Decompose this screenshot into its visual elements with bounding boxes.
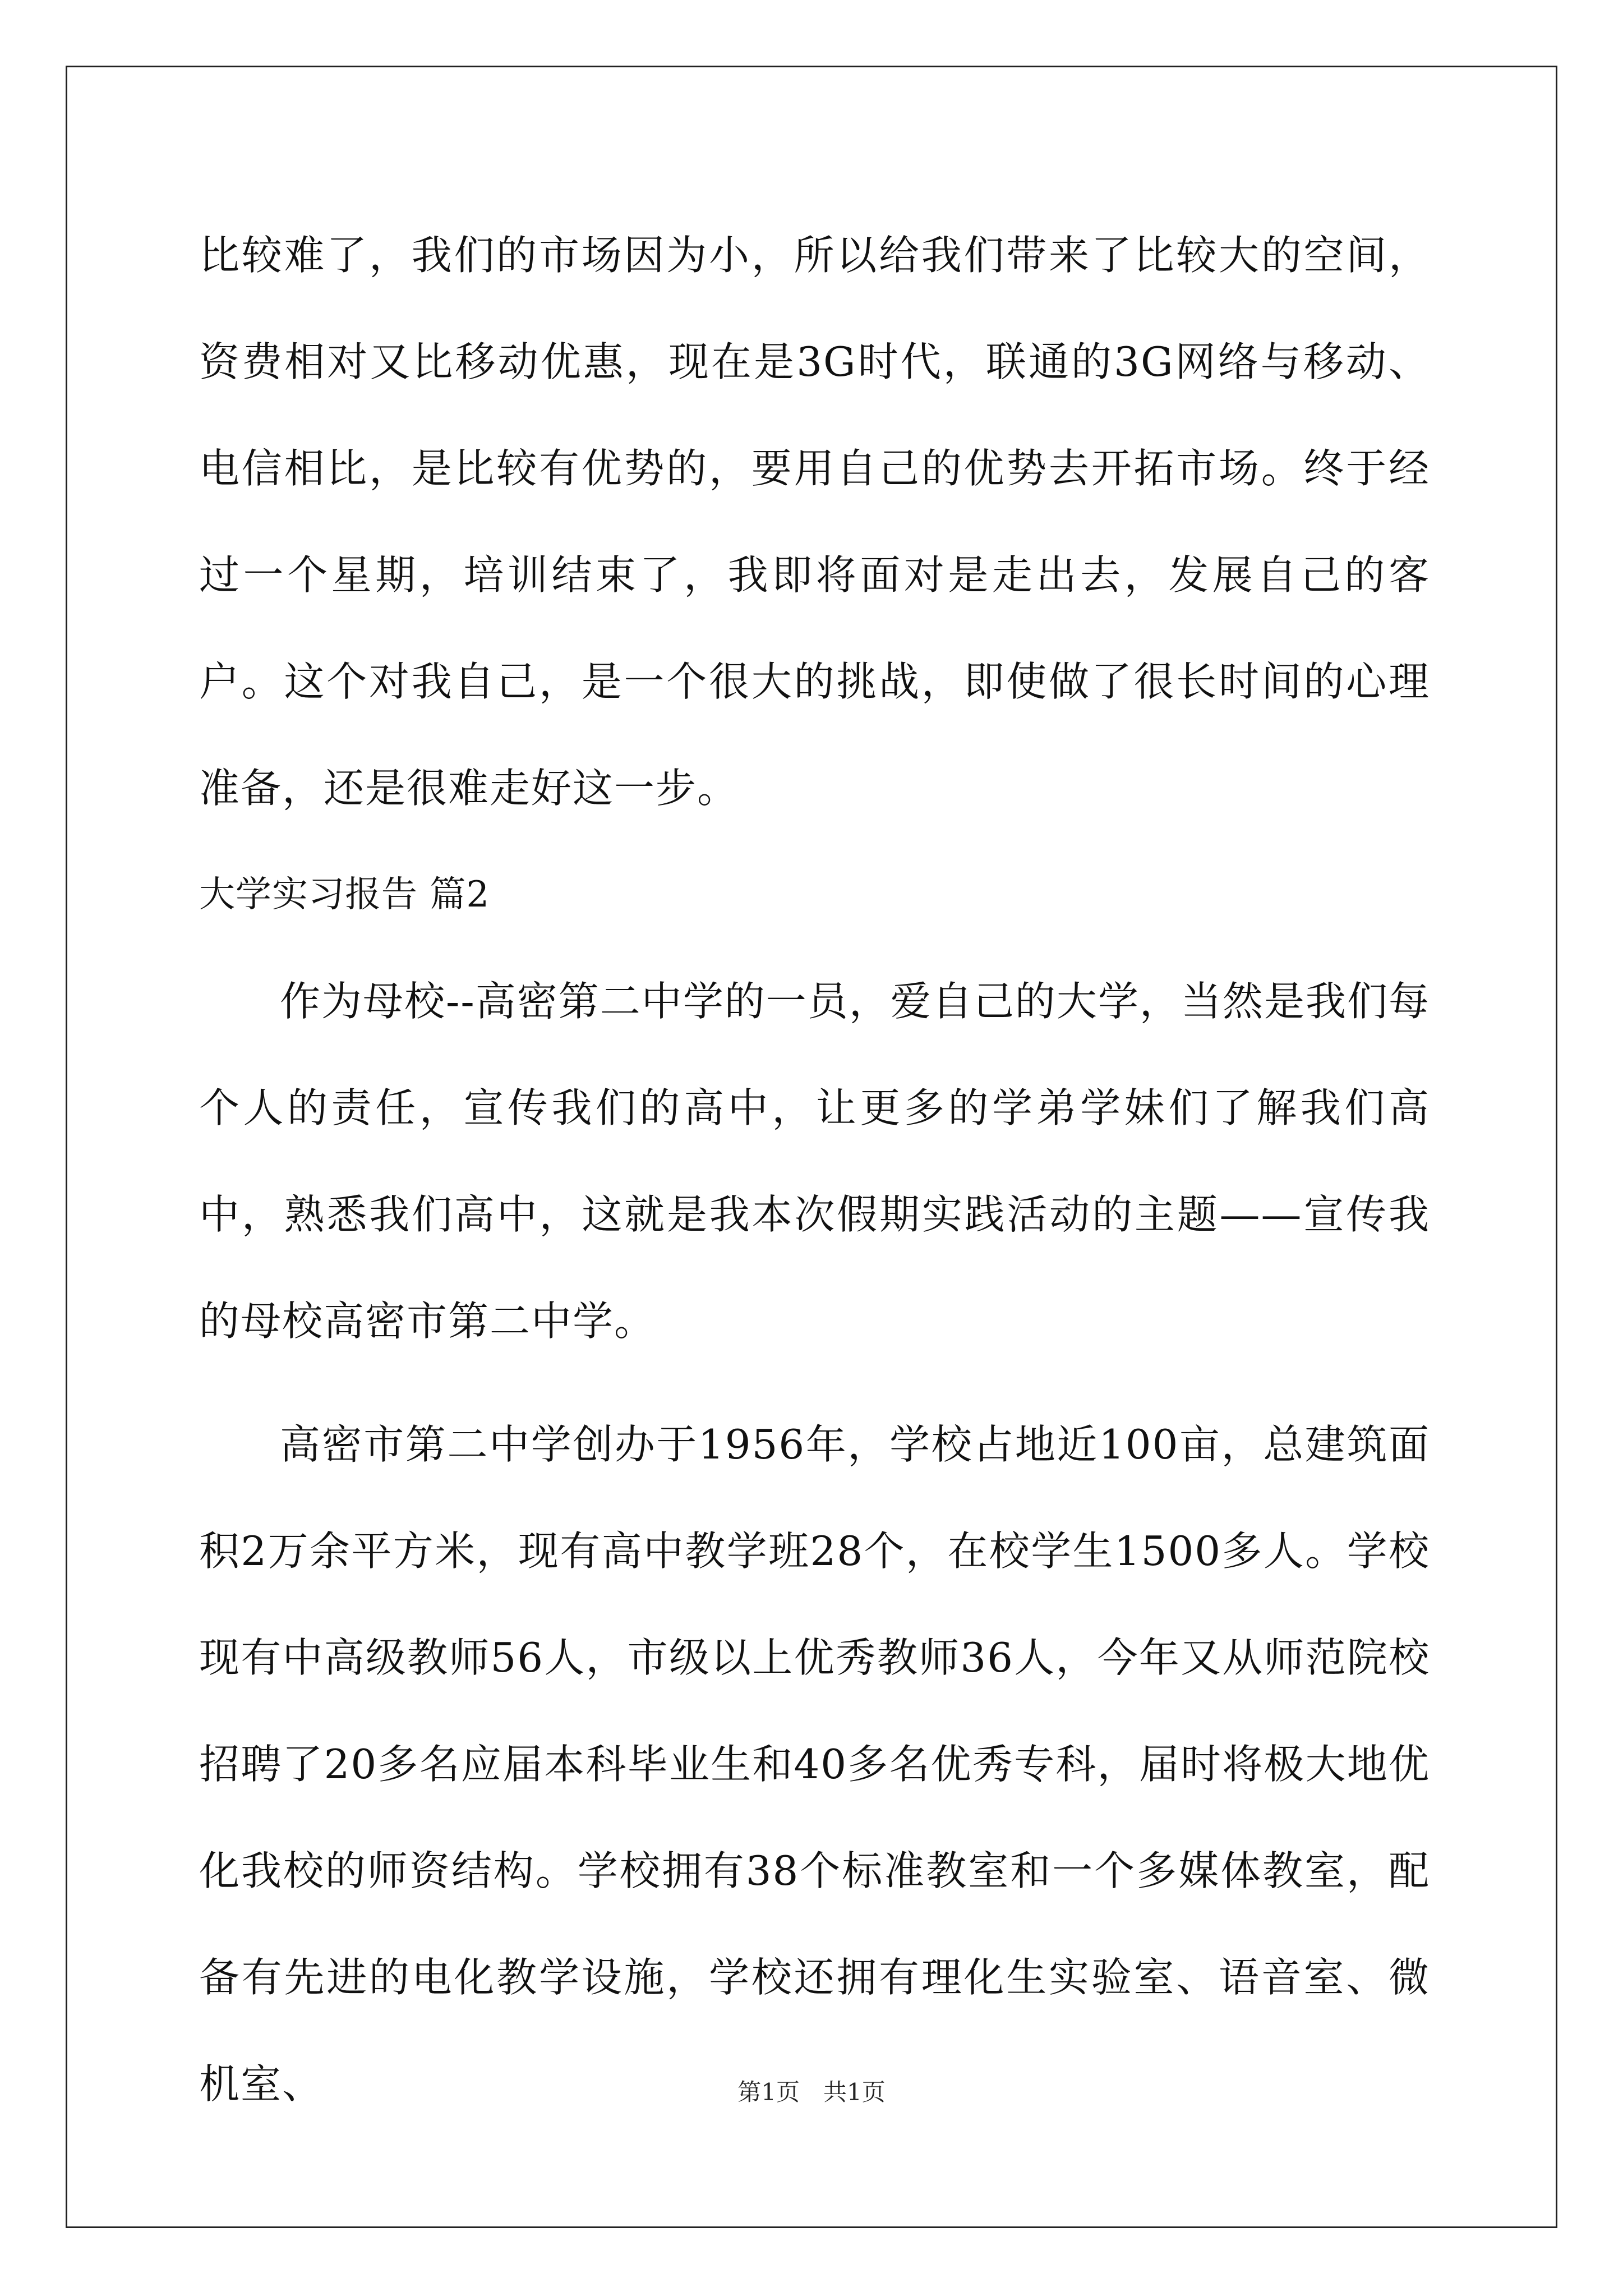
paragraph-2: 作为母校--高密第二中学的一员，爱自己的大学，当然是我们每个人的责任，宣传我们的高中，让更多的学弟学妹们了解我们高中，熟悉我们高中，这就是我本次假期实践活动的主题——宣传我的母校高密市第二中学。 — [199, 978, 1430, 1345]
document-body — [199, 202, 1430, 2137]
section-heading: 大学实习报告 篇2 — [199, 874, 490, 915]
page-footer: 第1页 共1页 — [737, 2078, 886, 2106]
paragraph-gap — [199, 1374, 1430, 1391]
paragraph-1: 比较难了，我们的市场因为小，所以给我们带来了比较大的空间，资费相对又比移动优惠，现在是3G时代，联通的3G网络与移动、电信相比，是比较有优势的，要用自己的优势去开拓市场。终于经过一个星期，培训结束了，我即将面对是走出去，发展自己的客户。这个对我自己，是一个很大的挑战，即使做了很长时间的心理准备，还是很难走好这一步。 — [199, 232, 1430, 812]
paragraph-3: 高密市第二中学创办于1956年，学校占地近100亩，总建筑面积2万余平方米，现有高中教学班28个，在校学生1500多人。学校现有中高级教师56人，市级以上优秀教师36人，今年又从师范院校招聘了20多名应届本科毕业生和40多名优秀专科，届时将极大地优化我校的师资结构。学校拥有38个标准教室和一个多媒体教室，配备有先进的电化教学设施，学校还拥有理化生实验室、语音室、微机室、 — [199, 1421, 1430, 2108]
